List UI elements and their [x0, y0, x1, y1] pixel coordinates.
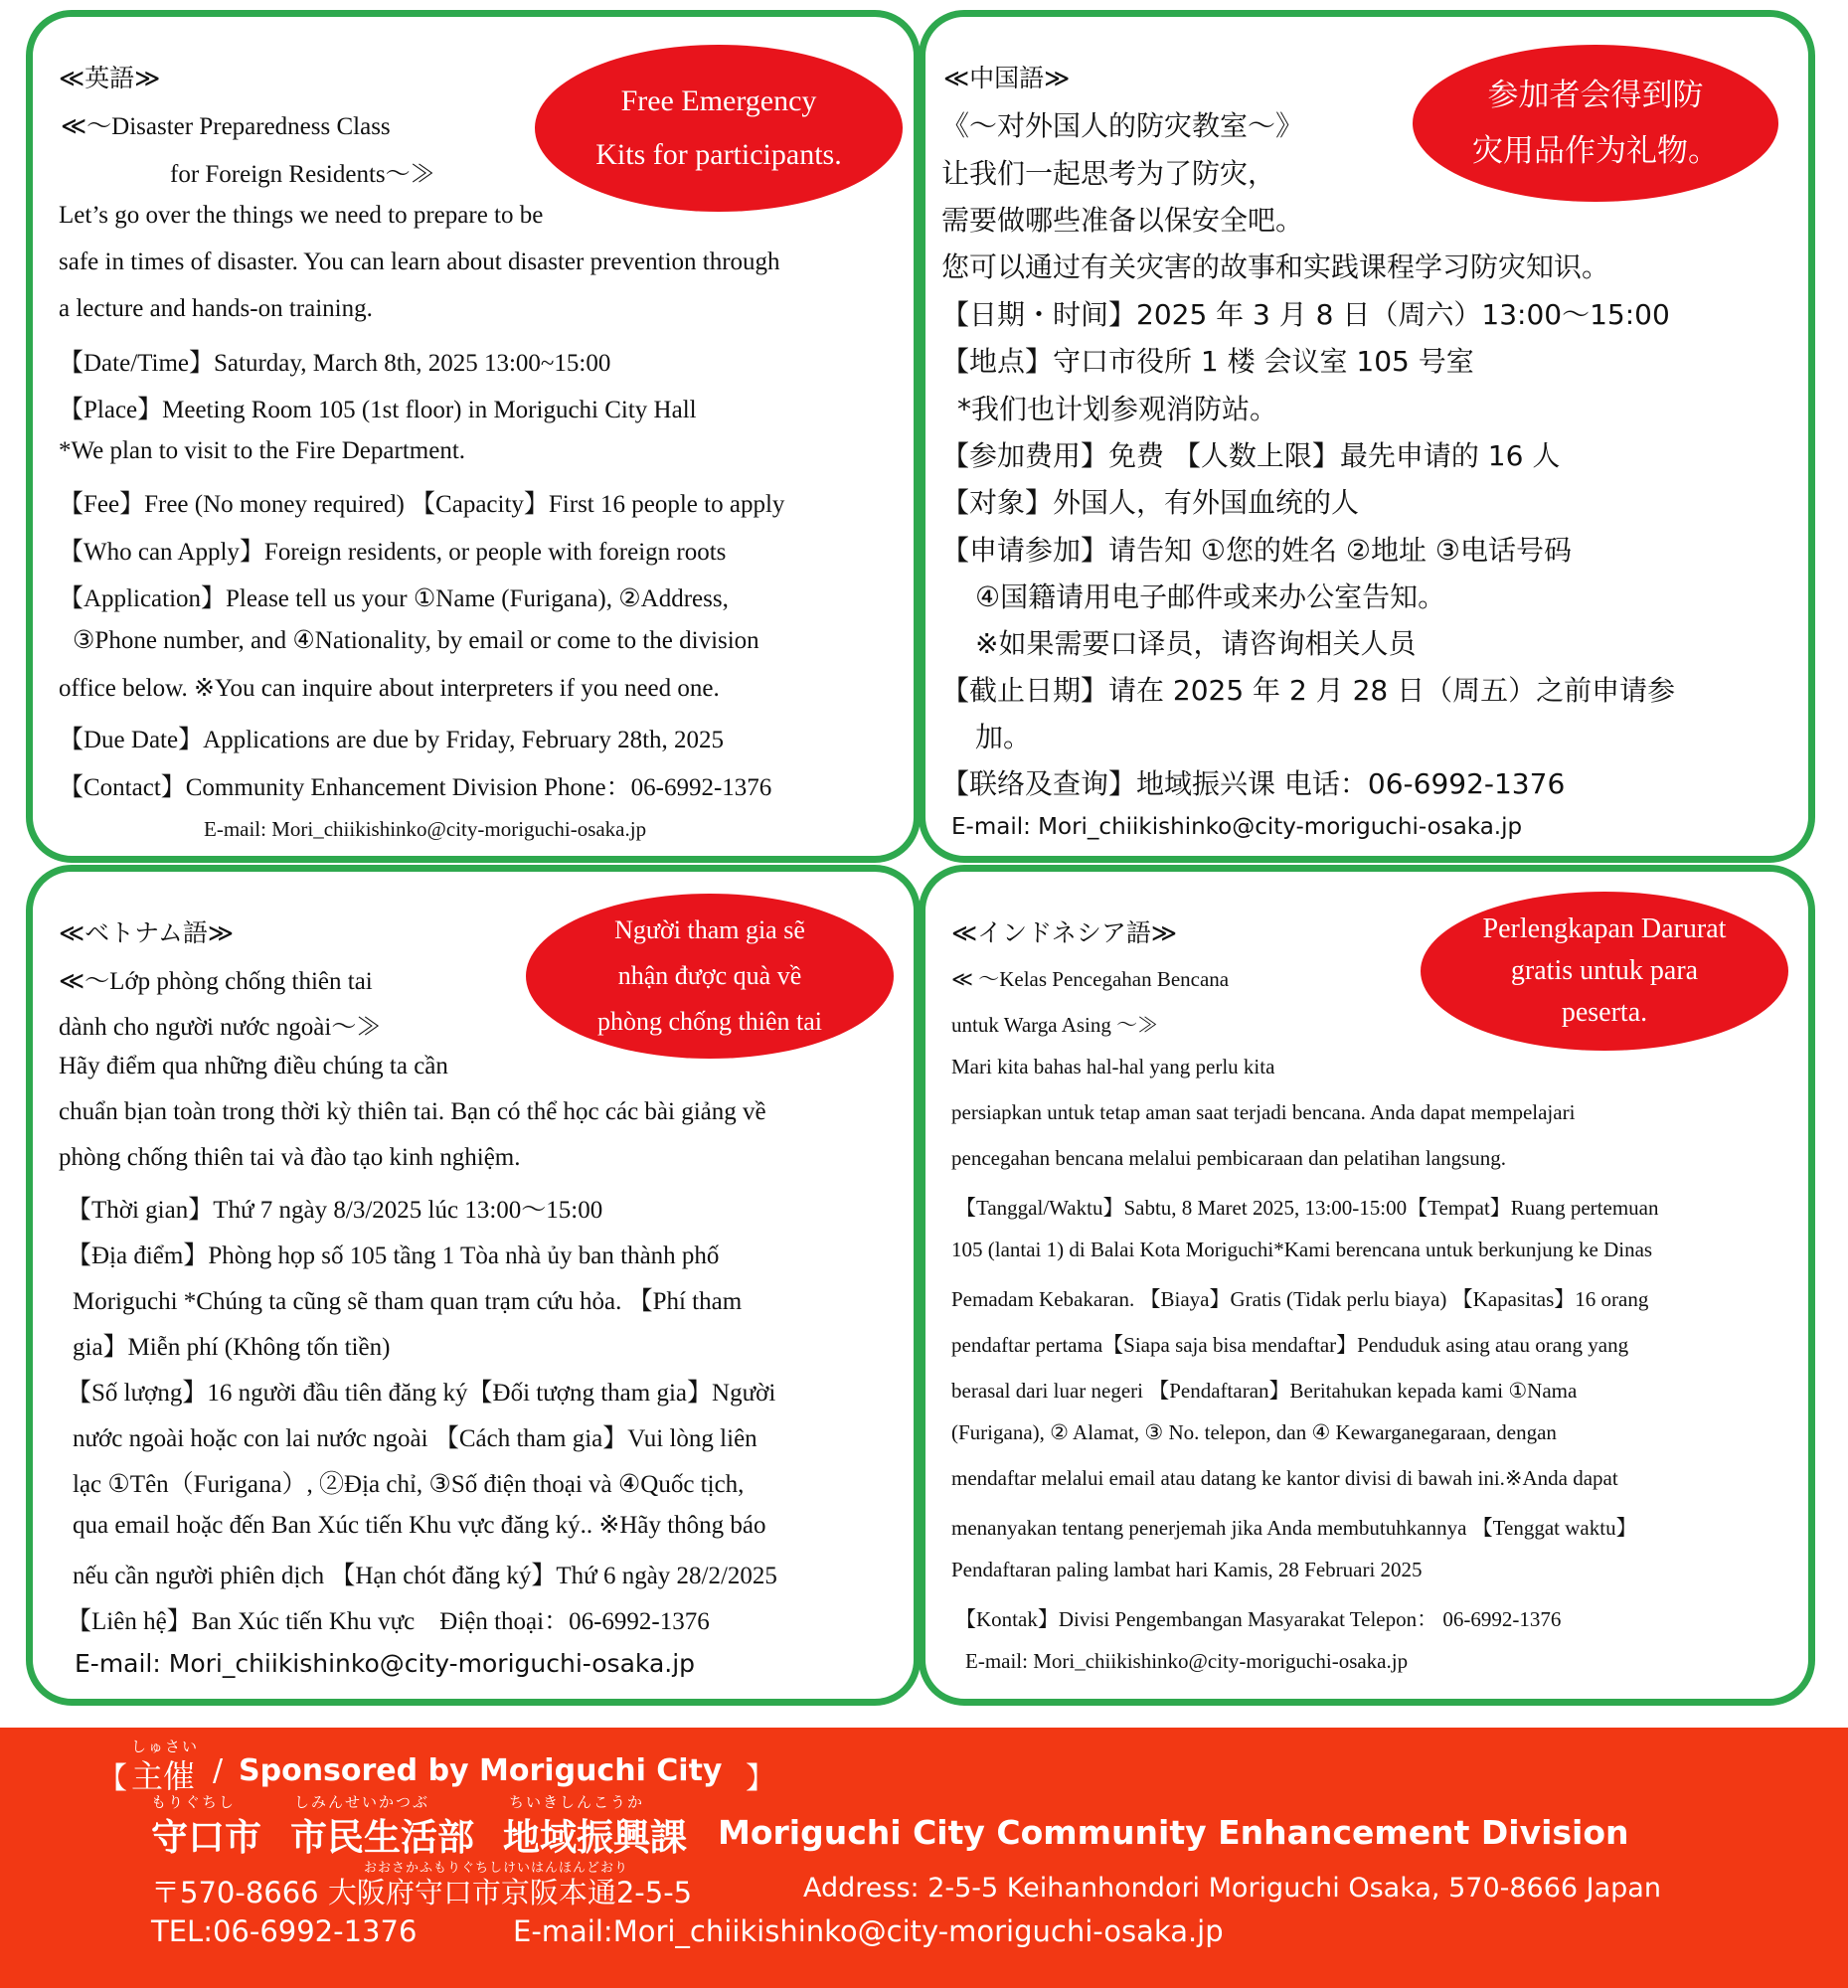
text-line: chuẩn bịan toàn trong thời kỳ thiên tai. Bạn có thể học các bài giảng về [59, 1098, 766, 1125]
address-jp: 〒570-8666 大阪府守口市京阪本通2-5-5 [151, 1876, 693, 1909]
application-line: ※如果需要口译员，请咨询相关人员 [975, 627, 1417, 660]
sponsor-label-jp: 主催 [131, 1757, 196, 1795]
text-line: phòng chống thiên tai và đào tạo kinh nghiệm. [59, 1144, 521, 1171]
place-line: 【Địa điểm】Phòng họp số 105 tầng 1 Tòa nhà ủy ban thành phố [67, 1242, 720, 1269]
badge-line: Kits for participants. [595, 138, 842, 171]
eligibility-line: 【对象】外国人，有外国血统的人 [941, 486, 1360, 519]
telephone: TEL:06-6992-1376 [151, 1914, 418, 1948]
contact-line: 【Contact】Community Enhancement Division Phone：06-6992-1376 [59, 774, 772, 801]
application-line: nước ngoài hoặc con lai nước ngoài 【Cách tham gia】Vui lòng liên [73, 1425, 757, 1452]
text-line: 需要做哪些准备以保安全吧。 [941, 204, 1304, 237]
panel-heading: ≪ベトナム語≫ [59, 918, 235, 947]
free-kits-badge [1421, 892, 1788, 1051]
text-line: Let’s go over the things we need to prepare to be [59, 202, 544, 229]
text-line: *We plan to visit to the Fire Department. [59, 437, 466, 464]
due-date-line: 【Due Date】Applications are due by Friday, February 28th, 2025 [59, 727, 725, 753]
contact-line: 【Liên hệ】Ban Xúc tiến Khu vực Điện thoại：06-6992-1376 [67, 1608, 710, 1635]
address-en: Address: 2-5-5 Keihanhondori Moriguchi Osaka, 570-8666 Japan [803, 1873, 1661, 1904]
class-title: 《～对外国人的防灾教室～》 [941, 109, 1304, 142]
fee-line: gia】Miễn phí (Không tốn tiền) [73, 1334, 391, 1361]
email-line: E-mail: Mori_chiikishinko@city-moriguchi-osaka.jp [204, 817, 647, 841]
email: E-mail:Mori_chiikishinko@city-moriguchi-osaka.jp [513, 1914, 1224, 1948]
application-line: berasal dari luar negeri 【Pendaftaran】Beritahukan kepada kami ①Nama [951, 1379, 1578, 1403]
text-line: safe in times of disaster. You can learn about disaster prevention through [59, 248, 780, 275]
sponsor-footer [0, 1728, 1848, 1988]
text-line: *我们也计划参观消防站。 [957, 393, 1278, 425]
due-date-line: 加。 [975, 721, 1032, 753]
eligibility-line: pendaftar pertama【Siapa saja bisa mendaftar】Penduduk asing atau orang yang [951, 1333, 1629, 1357]
application-line: ③Phone number, and ④Nationality, by email or come to the division [73, 627, 759, 654]
due-date-line: 【截止日期】请在 2025 年 2 月 28 日（周五）之前申请参 [941, 674, 1676, 707]
vietnamese-panel [26, 865, 921, 1706]
org-city-jp: 守口市 [151, 1816, 261, 1859]
date-line: 【Date/Time】Saturday, March 8th, 2025 13:00~15:00 [59, 350, 611, 377]
application-line: mendaftar melalui email atau datang ke kantor divisi di bawah ini.※Anda dapat [951, 1466, 1618, 1490]
furigana: ちいきしんこうか [509, 1793, 645, 1811]
application-line: 【申请参加】请告知 ①您的姓名 ②地址 ③电话号码 [941, 534, 1573, 567]
panel-heading: ≪中国語≫ [943, 64, 1071, 92]
gift-badge [1413, 45, 1778, 202]
text-line: persiapkan untuk tetap aman saat terjadi bencana. Anda dapat mempelajari [951, 1100, 1576, 1124]
badge-line: 参加者会得到防 [1487, 78, 1704, 113]
text-line: Hãy điểm qua những điều chúng ta cần [59, 1053, 448, 1079]
gift-badge [526, 894, 894, 1059]
contact-line: 【联络及查询】地域振兴课 电话：06-6992-1376 [941, 767, 1566, 800]
class-title: ≪ ～Kelas Pencegahan Bencana [951, 967, 1230, 991]
badge-line: Người tham gia sẽ [614, 915, 805, 944]
due-date-line: Pendaftaran paling lambat hari Kamis, 28 Februari 2025 [951, 1558, 1423, 1581]
date-line: 【Tanggal/Waktu】Sabtu, 8 Maret 2025, 13:00-15:00【Tempat】Ruang pertemuan [955, 1196, 1659, 1220]
separator: / [213, 1753, 224, 1788]
place-line: Moriguchi *Chúng ta cũng sẽ tham quan trạm cứu hỏa. 【Phí tham [73, 1288, 743, 1315]
text-line: 让我们一起思考为了防灾， [941, 157, 1276, 190]
panel-heading: ≪インドネシア語≫ [951, 918, 1178, 947]
chinese-panel [919, 10, 1815, 863]
due-date-line: nếu cần người phiên dịch 【Hạn chót đăng ký】Thứ 6 ngày 28/2/2025 [73, 1563, 777, 1589]
application-line: qua email hoặc đến Ban Xúc tiến Khu vực đăng ký.. ※Hãy thông báo [73, 1512, 766, 1539]
indonesian-panel [919, 865, 1815, 1706]
fee-line: 【参加费用】免费 【人数上限】最先申请的 16 人 [941, 439, 1561, 472]
org-division-jp: 地域振興課 [503, 1816, 687, 1859]
date-line: 【Thời gian】Thứ 7 ngày 8/3/2025 lúc 13:00～15:00 [67, 1197, 603, 1224]
application-line: ④国籍请用电子邮件或来办公室告知。 [975, 580, 1446, 613]
text-line: Mari kita bahas hal-hal yang perlu kita [951, 1055, 1275, 1078]
text-line: a lecture and hands-on training. [59, 295, 373, 322]
eligibility-line: 【Who can Apply】Foreign residents, or people with foreign roots [59, 539, 727, 566]
sponsor-bracket: 【 [97, 1761, 127, 1796]
email-line: E-mail: Mori_chiikishinko@city-moriguchi-osaka.jp [75, 1649, 696, 1678]
free-kits-badge [535, 45, 903, 212]
class-title: for Foreign Residents～≫ [170, 161, 435, 188]
furigana: しみんせいかつぶ [294, 1793, 430, 1811]
badge-line: peserta. [1561, 997, 1648, 1028]
org-name-en: Moriguchi City Community Enhancement Division [718, 1813, 1629, 1852]
sponsor-bracket: 】 [746, 1761, 775, 1796]
class-title: ≪～Disaster Preparedness Class [61, 113, 391, 140]
text-line: 您可以通过有关灾害的故事和实践课程学习防灾知识。 [941, 250, 1610, 283]
application-line: menanyakan tentang penerjemah jika Anda membutuhkannya 【Tenggat waktu】 [951, 1516, 1637, 1540]
badge-line: Free Emergency [620, 84, 817, 117]
badge-line: gratis untuk para [1510, 955, 1699, 986]
furigana: もりぐちし [151, 1793, 237, 1811]
furigana: しゅさい [131, 1738, 200, 1755]
badge-line: Perlengkapan Darurat [1482, 913, 1727, 944]
english-panel [26, 10, 921, 863]
contact-line: 【Kontak】Divisi Pengembangan Masyarakat Telepon： 06-6992-1376 [955, 1607, 1562, 1631]
application-line: lạc ①Tên（Furigana）, ②Địa chỉ, ③Số điện thoại và ④Quốc tịch, [73, 1471, 745, 1498]
email-line: E-mail: Mori_chiikishinko@city-moriguchi-osaka.jp [965, 1649, 1409, 1673]
place-line: 105 (lantai 1) di Balai Kota Moriguchi*Kami berencana untuk berkunjung ke Dinas [951, 1238, 1653, 1261]
fee-line: Pemadam Kebakaran. 【Biaya】Gratis (Tidak perlu biaya) 【Kapasitas】16 orang [951, 1287, 1649, 1311]
org-dept-jp: 市民生活部 [290, 1816, 474, 1859]
place-line: 【地点】守口市役所 1 楼 会议室 105 号室 [941, 345, 1474, 378]
class-title: ≪～Lớp phòng chống thiên tai [59, 968, 373, 995]
class-title: dành cho người nước ngoài～≫ [59, 1014, 382, 1041]
badge-line: 灾用品作为礼物。 [1472, 133, 1719, 169]
email-line: E-mail: Mori_chiikishinko@city-moriguchi-osaka.jp [951, 814, 1523, 840]
capacity-line: 【Số lượng】16 người đầu tiên đăng ký【Đối tượng tham gia】Người [67, 1380, 776, 1407]
date-line: 【日期・时间】2025 年 3 月 8 日（周六）13:00～15:00 [941, 298, 1670, 331]
sponsor-label-en: Sponsored by Moriguchi City [239, 1753, 723, 1788]
application-line: 【Application】Please tell us your ①Name (Furigana), ②Address, [59, 585, 729, 612]
application-line: office below. ※You can inquire about interpreters if you need one. [59, 675, 720, 702]
panel-heading: ≪英語≫ [59, 64, 161, 92]
fee-line: 【Fee】Free (No money required) 【Capacity】First 16 people to apply [59, 491, 785, 518]
place-line: 【Place】Meeting Room 105 (1st floor) in Moriguchi City Hall [59, 397, 697, 423]
text-line: pencegahan bencana melalui pembicaraan dan pelatihan langsung. [951, 1146, 1506, 1170]
badge-line: phòng chống thiên tai [596, 1007, 822, 1036]
badge-line: nhận được quà về [617, 961, 802, 990]
application-line: (Furigana), ② Alamat, ③ No. telepon, dan ④ Kewarganegaraan, dengan [951, 1420, 1557, 1444]
furigana: おおさかふもりぐちしけいはんほんどおり [364, 1861, 629, 1876]
class-title: untuk Warga Asing ～≫ [951, 1013, 1159, 1037]
